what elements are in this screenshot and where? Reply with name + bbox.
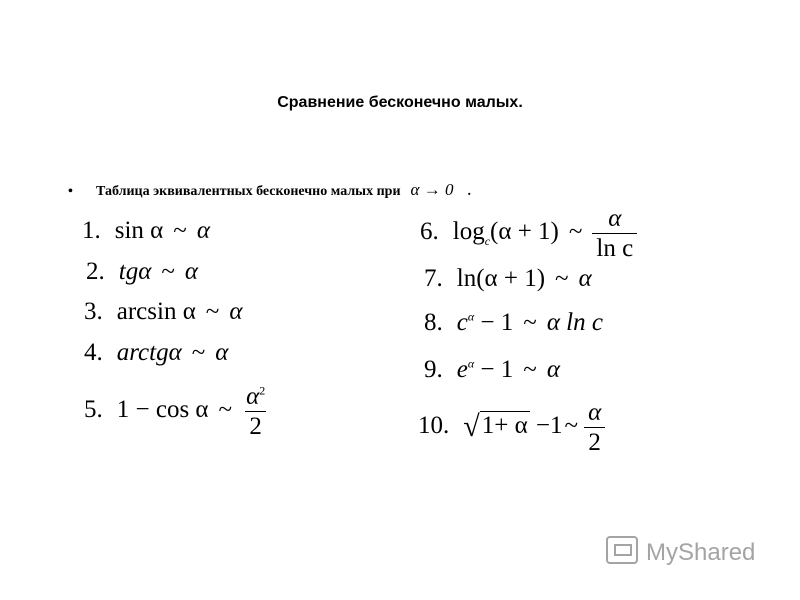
tilde: ~ — [555, 265, 569, 292]
formula-rhs: α — [196, 217, 210, 244]
tilde: ~ — [191, 339, 206, 366]
formula-4 — [84, 340, 228, 365]
tilde: ~ — [523, 356, 537, 383]
tilde: ~ — [218, 396, 233, 424]
exponent: 2 — [259, 383, 266, 398]
limit-condition: α → 0 — [410, 180, 454, 199]
formula-rhs: α — [229, 298, 243, 325]
numerator: α — [246, 383, 260, 410]
formula-1 — [82, 218, 210, 243]
formula-rhs: α — [215, 339, 229, 366]
myshared-logo[interactable] — [606, 536, 755, 567]
formula-number: 7. — [424, 265, 443, 292]
formula-number: 1. — [82, 217, 101, 244]
formula-number: 8. — [424, 309, 443, 336]
fraction — [242, 384, 269, 439]
page-title: Сравнение бесконечно малых. — [277, 94, 523, 111]
formula-lhs: arcsin α — [116, 298, 196, 325]
denominator: 2 — [245, 411, 266, 439]
tilde: ~ — [568, 218, 583, 246]
formula-9 — [424, 357, 560, 382]
presentation-board-icon — [606, 536, 638, 564]
tilde: ~ — [205, 298, 220, 325]
formula-rhs: α — [546, 356, 560, 383]
log-base: c — [484, 234, 491, 249]
formula-3 — [84, 299, 242, 324]
formula-8 — [424, 310, 603, 335]
intro-end: . — [467, 184, 471, 199]
formula-lhs: 1 − cos α — [116, 396, 209, 424]
formula-10 — [418, 400, 605, 455]
intro-line — [68, 180, 471, 200]
formula-rhs: α — [184, 258, 198, 285]
formula-number: 2. — [86, 258, 105, 285]
formula-lhs: ln(α + 1) — [456, 265, 546, 292]
square-root: √1+ α — [463, 410, 528, 444]
radicand: 1+ α — [481, 412, 528, 440]
formula-lhs-tail: − 1 — [474, 309, 514, 336]
formula-7 — [424, 266, 592, 291]
logo-text: MyShared — [646, 539, 756, 566]
fraction — [592, 206, 637, 261]
tilde: ~ — [564, 412, 579, 440]
tilde: ~ — [161, 258, 175, 285]
formula-5 — [84, 384, 269, 439]
exponent: α — [467, 309, 475, 324]
formula-lhs-tail: −1 — [529, 412, 563, 440]
formula-lhs-tail: − 1 — [474, 356, 514, 383]
formula-number: 3. — [84, 298, 103, 325]
numerator: α — [608, 205, 622, 232]
formula-rhs: α ln c — [546, 309, 603, 336]
formula-number: 5. — [84, 396, 103, 424]
bullet: • — [68, 184, 73, 199]
tilde: ~ — [523, 309, 537, 336]
denominator: 2 — [584, 427, 605, 455]
formula-number: 9. — [424, 356, 443, 383]
formula-lhs: arctgα — [116, 339, 182, 366]
formula-lhs-arg: (α + 1) — [490, 218, 559, 246]
formula-2 — [86, 259, 198, 284]
denominator: ln c — [592, 233, 637, 261]
numerator: α — [588, 399, 602, 426]
tilde: ~ — [173, 217, 187, 244]
formula-rhs: α — [578, 265, 592, 292]
formula-lhs: sin α — [114, 217, 164, 244]
fraction — [584, 400, 605, 455]
formula-number: 6. — [420, 218, 439, 246]
formula-6 — [420, 206, 637, 261]
base: c — [456, 309, 468, 336]
formula-number: 10. — [418, 412, 450, 440]
base: e — [456, 356, 468, 383]
formula-lhs: tgα — [118, 258, 152, 285]
intro-text: Таблица эквивалентных бесконечно малых при — [96, 184, 401, 199]
formula-lhs-log: log — [452, 218, 485, 246]
exponent: α — [467, 356, 475, 371]
formula-number: 4. — [84, 339, 103, 366]
